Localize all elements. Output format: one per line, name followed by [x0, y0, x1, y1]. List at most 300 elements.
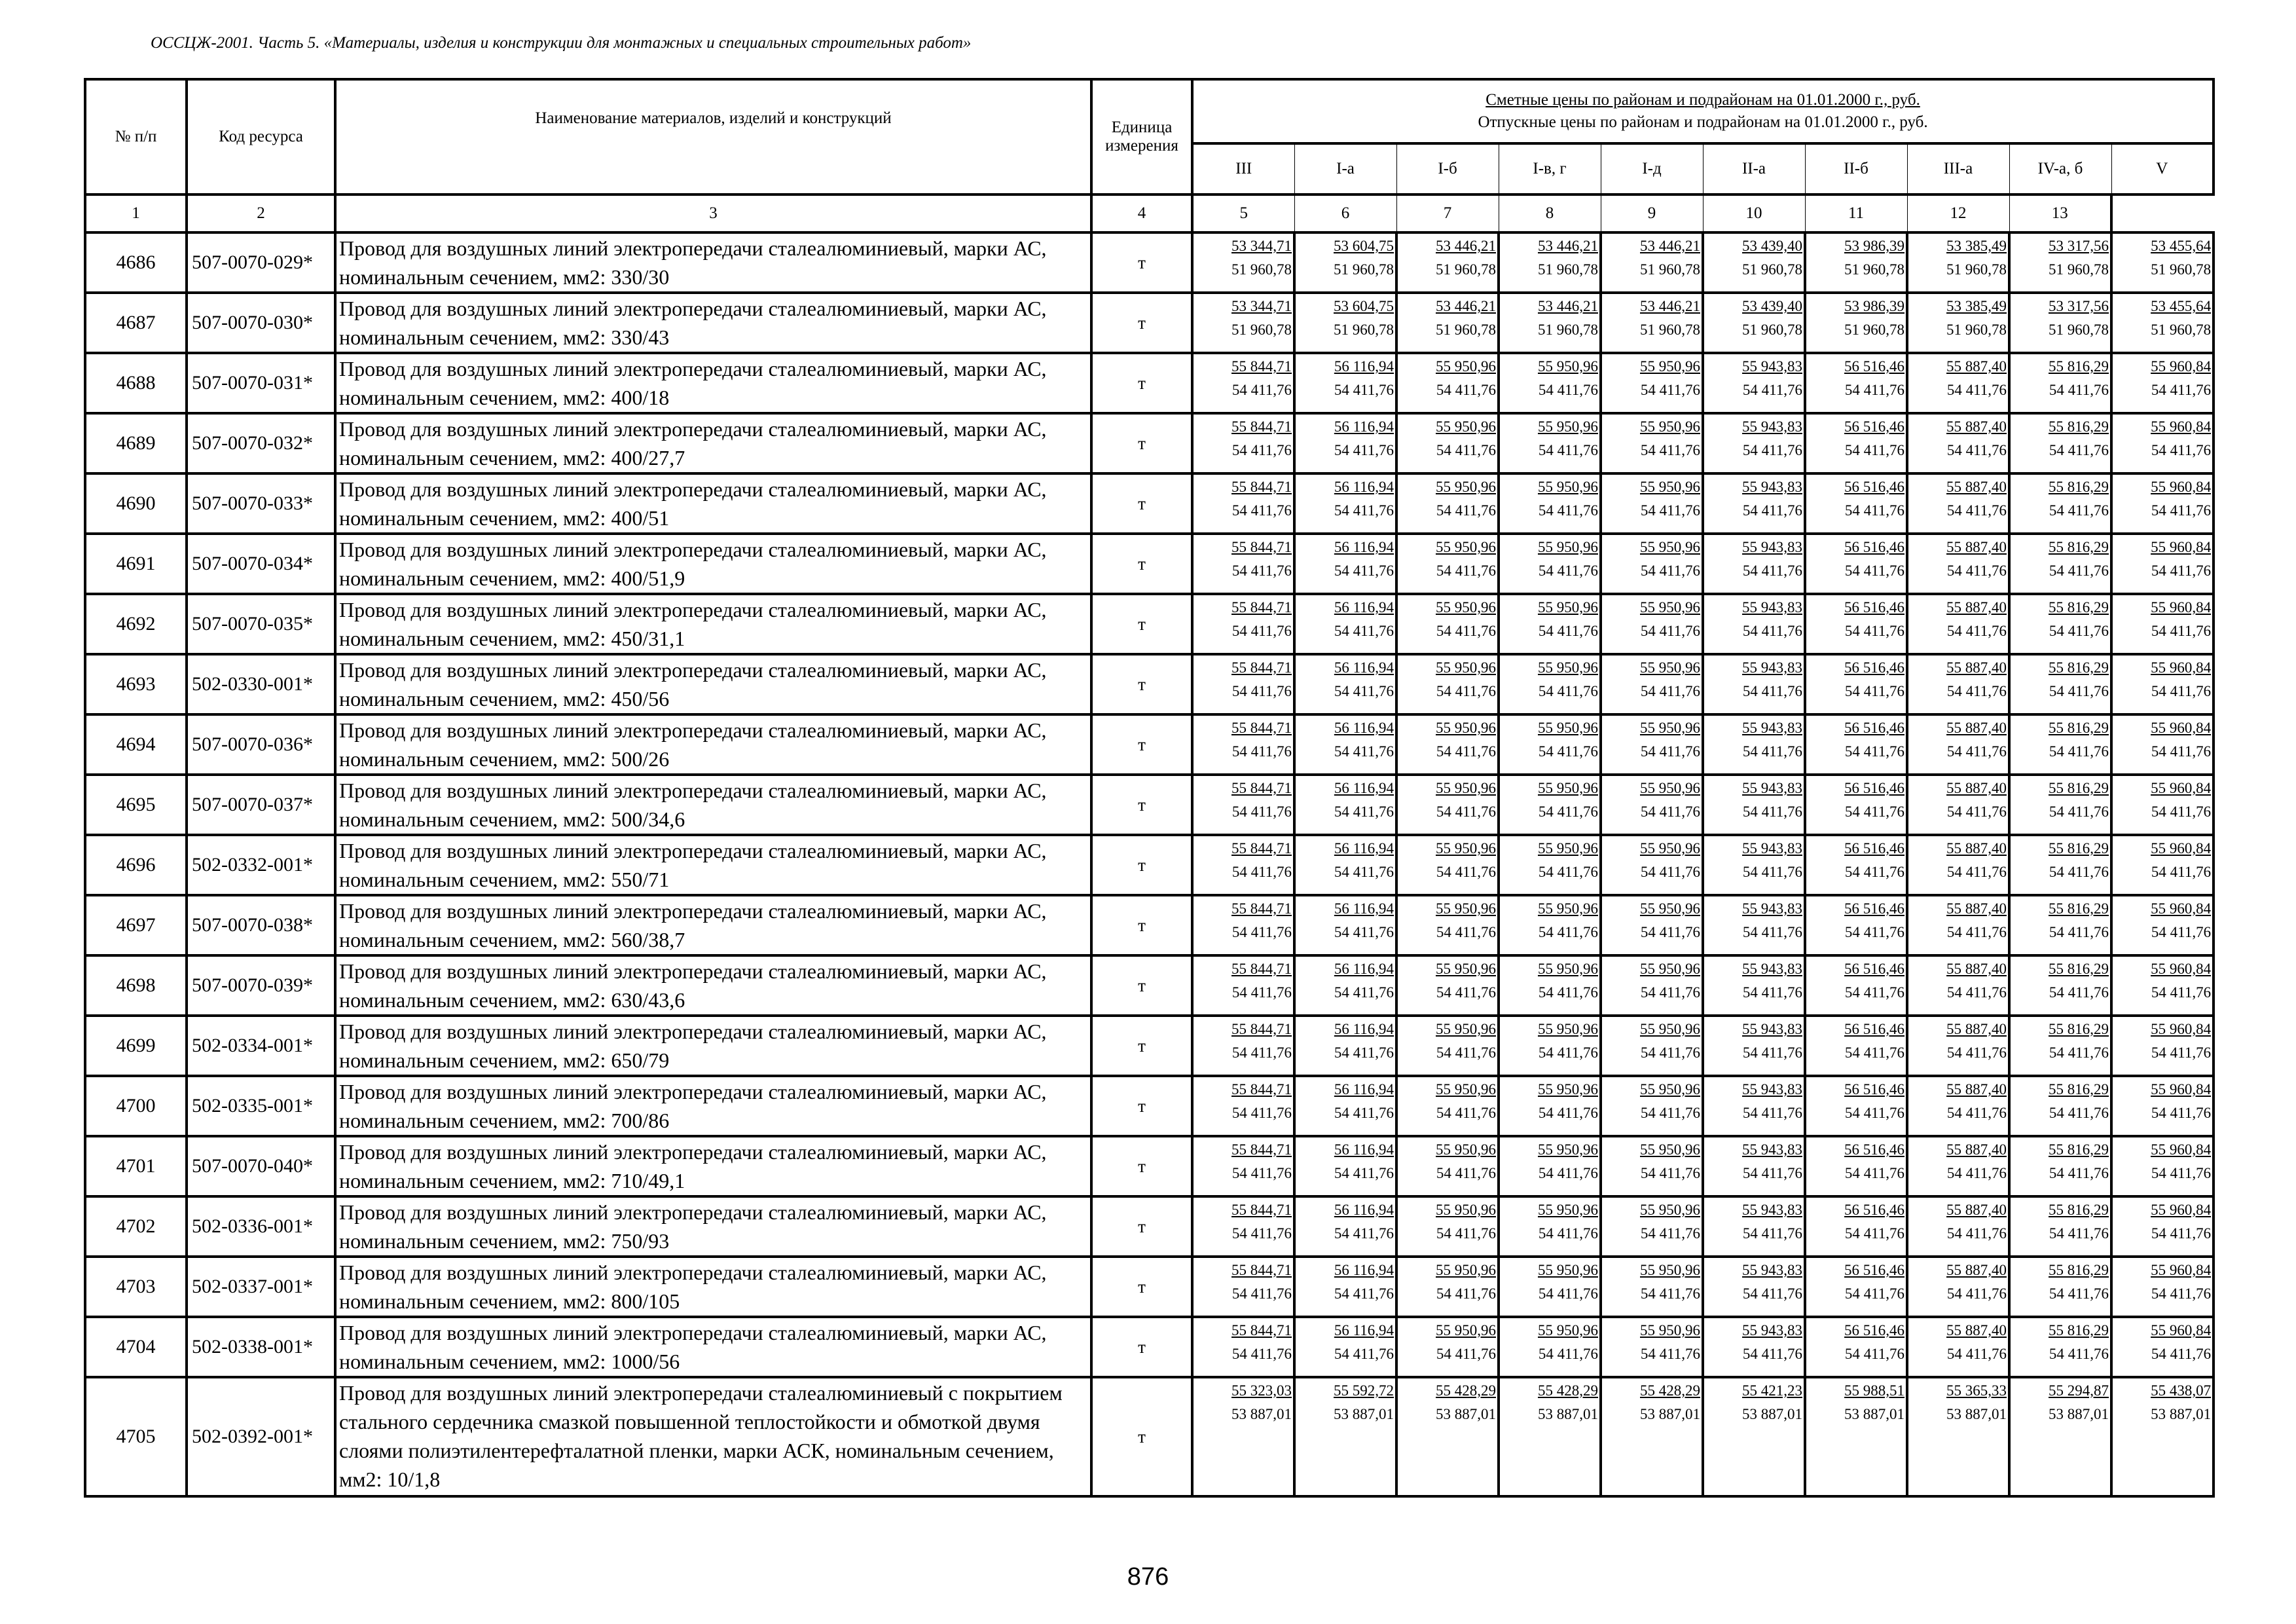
estimate-price: 55 960,84: [2151, 961, 2212, 977]
unit: т: [1091, 1257, 1192, 1317]
price-cell: [1601, 413, 1703, 473]
estimate-price: 55 943,83: [1742, 358, 1802, 375]
material-name: Провод для воздушных линий электропередачи сталеалюминиевый, марки АС, номинальным сечением, мм2: 650/79: [335, 1016, 1091, 1076]
estimate-price: 55 950,96: [1640, 1081, 1700, 1098]
estimate-price: 55 950,96: [1538, 659, 1598, 676]
estimate-price: 55 960,84: [2151, 479, 2212, 495]
release-price: 51 960,78: [1436, 261, 1496, 278]
release-price: 54 411,76: [1334, 1044, 1394, 1061]
release-price: 54 411,76: [1946, 502, 2007, 519]
price-cell: [1499, 654, 1601, 714]
estimate-price: 55 887,40: [1946, 418, 2007, 435]
price-cell: [1192, 1016, 1294, 1076]
price-cell: [1192, 654, 1294, 714]
price-cell: [1499, 1377, 1601, 1496]
price-cell: [1805, 1257, 1907, 1317]
resource-code: 507-0070-035*: [187, 594, 335, 654]
estimate-price: 56 116,94: [1334, 539, 1394, 555]
estimate-price: 55 943,83: [1742, 479, 1802, 495]
estimate-price: 55 887,40: [1946, 840, 2007, 857]
release-price: 54 411,76: [1640, 803, 1700, 820]
release-price: 53 887,01: [1436, 1406, 1496, 1422]
estimate-price: 55 950,96: [1640, 1202, 1700, 1218]
table-row: [85, 654, 2214, 714]
price-cell: [1907, 1076, 2009, 1136]
table-row: [85, 594, 2214, 654]
resource-code: 507-0070-031*: [187, 353, 335, 413]
estimate-price: 55 887,40: [1946, 720, 2007, 736]
release-price: 54 411,76: [1742, 924, 1802, 940]
price-cell: [1907, 1016, 2009, 1076]
release-price: 54 411,76: [2151, 803, 2212, 820]
estimate-price: 53 455,64: [2151, 298, 2212, 314]
price-cell: [1907, 293, 2009, 353]
estimate-price: 55 950,96: [1538, 418, 1598, 435]
estimate-price: 56 516,46: [1844, 1021, 1904, 1037]
release-price: 51 960,78: [2151, 322, 2212, 338]
unit: т: [1091, 1016, 1192, 1076]
material-name: Провод для воздушных линий электропередачи сталеалюминиевый, марки АС, номинальным сечением, мм2: 800/105: [335, 1257, 1091, 1317]
estimate-price: 55 950,96: [1436, 720, 1496, 736]
price-cell: [1907, 413, 2009, 473]
estimate-price: 56 516,46: [1844, 720, 1904, 736]
price-cell: [1805, 835, 1907, 895]
estimate-price: 55 844,71: [1231, 1081, 1292, 1098]
estimate-price: 55 294,87: [2049, 1382, 2109, 1399]
price-cell: [1601, 353, 1703, 413]
material-name: Провод для воздушных линий электропередачи сталеалюминиевый, марки АС, номинальным сечением, мм2: 330/43: [335, 293, 1091, 353]
release-price: 54 411,76: [1844, 1105, 1904, 1121]
release-price: 54 411,76: [1231, 563, 1292, 579]
table-row: [85, 775, 2214, 835]
price-cell: [1805, 1196, 1907, 1257]
release-price: 54 411,76: [1640, 623, 1700, 639]
estimate-price: 55 844,71: [1231, 840, 1292, 857]
price-cell: [1907, 534, 2009, 594]
price-cell: [1805, 293, 1907, 353]
estimate-price: 55 960,84: [2151, 900, 2212, 917]
estimate-price: 55 950,96: [1538, 1202, 1598, 1218]
price-cell: [1703, 1377, 1805, 1496]
release-price: 54 411,76: [1538, 1105, 1598, 1121]
estimate-price: 56 516,46: [1844, 840, 1904, 857]
row-number: 4690: [85, 473, 187, 534]
release-price: 54 411,76: [1742, 623, 1802, 639]
table-row: [85, 1016, 2214, 1076]
release-price: 54 411,76: [1844, 984, 1904, 1001]
release-price: 54 411,76: [1742, 1044, 1802, 1061]
price-cell: [1805, 473, 1907, 534]
estimate-price: 55 950,96: [1538, 539, 1598, 555]
price-cell: [1907, 473, 2009, 534]
release-price: 54 411,76: [1844, 803, 1904, 820]
release-price: 54 411,76: [1538, 743, 1598, 760]
price-cell: [1907, 353, 2009, 413]
estimate-price: 53 986,39: [1844, 298, 1904, 314]
estimate-price: 55 844,71: [1231, 358, 1292, 375]
release-price: 54 411,76: [1844, 623, 1904, 639]
release-price: 54 411,76: [1742, 864, 1802, 880]
material-name: Провод для воздушных линий электропередачи сталеалюминиевый, марки АС, номинальным сечением, мм2: 450/56: [335, 654, 1091, 714]
price-cell: [1499, 1196, 1601, 1257]
resource-code: 507-0070-033*: [187, 473, 335, 534]
release-price: 51 960,78: [1844, 261, 1904, 278]
price-cell: [1192, 835, 1294, 895]
price-cell: [2111, 1377, 2214, 1496]
header-region: III-а: [1907, 143, 2009, 194]
unit: т: [1091, 955, 1192, 1016]
release-price: 54 411,76: [1231, 502, 1292, 519]
estimate-price: 56 116,94: [1334, 659, 1394, 676]
release-price: 54 411,76: [1742, 1346, 1802, 1362]
estimate-price: 55 950,96: [1538, 1081, 1598, 1098]
unit: т: [1091, 293, 1192, 353]
estimate-price: 56 516,46: [1844, 1081, 1904, 1098]
price-cell: [1805, 714, 1907, 775]
price-cell: [1601, 1377, 1703, 1496]
estimate-price: 55 943,83: [1742, 1202, 1802, 1218]
header-region: IV-а, б: [2009, 143, 2111, 194]
price-cell: [1396, 1076, 1499, 1136]
price-cell: [2009, 1136, 2111, 1196]
release-price: 54 411,76: [1538, 924, 1598, 940]
estimate-price: 55 844,71: [1231, 418, 1292, 435]
table-row: [85, 1257, 2214, 1317]
unit: т: [1091, 835, 1192, 895]
estimate-price: 55 844,71: [1231, 479, 1292, 495]
release-price: 54 411,76: [1538, 1285, 1598, 1302]
material-name: Провод для воздушных линий электропередачи сталеалюминиевый, марки АС, номинальным сечением, мм2: 400/51,9: [335, 534, 1091, 594]
price-cell: [1703, 1076, 1805, 1136]
price-cell: [1907, 895, 2009, 955]
estimate-price: 55 950,96: [1640, 1262, 1700, 1278]
price-cell: [1499, 1317, 1601, 1377]
header-region: II-б: [1805, 143, 1907, 194]
estimate-price: 55 950,96: [1436, 539, 1496, 555]
estimate-price: 55 960,84: [2151, 1081, 2212, 1098]
release-price: 54 411,76: [1436, 1105, 1496, 1121]
estimate-price: 55 816,29: [2049, 961, 2109, 977]
estimate-price: 55 950,96: [1640, 1141, 1700, 1158]
price-cell: [1805, 413, 1907, 473]
table-row: [85, 534, 2214, 594]
table-row: [85, 1377, 2214, 1496]
estimate-price: 55 950,96: [1538, 780, 1598, 796]
price-cell: [1499, 714, 1601, 775]
price-cell: [1396, 293, 1499, 353]
price-cell: [1601, 594, 1703, 654]
release-price: 54 411,76: [1436, 803, 1496, 820]
estimate-price: 55 950,96: [1538, 599, 1598, 616]
release-price: 54 411,76: [2049, 1165, 2109, 1181]
price-cell: [1499, 293, 1601, 353]
row-number: 4691: [85, 534, 187, 594]
header-name: Наименование материалов, изделий и конструкций: [335, 79, 1091, 194]
release-price: 54 411,76: [1946, 683, 2007, 699]
release-price: 54 411,76: [1436, 1346, 1496, 1362]
price-cell: [1294, 895, 1396, 955]
header-column-number: 13: [2009, 194, 2111, 232]
price-cell: [1703, 1257, 1805, 1317]
estimate-price: 56 516,46: [1844, 780, 1904, 796]
price-cell: [1703, 353, 1805, 413]
estimate-price: 56 516,46: [1844, 539, 1904, 555]
price-cell: [1907, 714, 2009, 775]
unit: т: [1091, 1377, 1192, 1496]
price-cell: [1294, 1377, 1396, 1496]
release-price: 54 411,76: [1844, 1165, 1904, 1181]
resource-code: 507-0070-038*: [187, 895, 335, 955]
release-price: 54 411,76: [1844, 1285, 1904, 1302]
price-cell: [1703, 473, 1805, 534]
estimate-price: 55 438,07: [2151, 1382, 2212, 1399]
price-cell: [1192, 232, 1294, 293]
table-row: [85, 1136, 2214, 1196]
material-name: Провод для воздушных линий электропередачи сталеалюминиевый, марки АС, номинальным сечением, мм2: 560/38,7: [335, 895, 1091, 955]
table-row: [85, 1196, 2214, 1257]
release-price: 54 411,76: [1742, 382, 1802, 398]
estimate-price: 55 887,40: [1946, 1322, 2007, 1338]
release-price: 54 411,76: [2151, 1105, 2212, 1121]
price-cell: [1396, 654, 1499, 714]
price-cell: [1907, 594, 2009, 654]
resource-code: 507-0070-037*: [187, 775, 335, 835]
price-cell: [2009, 413, 2111, 473]
price-cell: [1192, 1377, 1294, 1496]
price-cell: [1294, 1257, 1396, 1317]
estimate-price: 55 950,96: [1640, 900, 1700, 917]
estimate-price: 53 446,21: [1640, 298, 1700, 314]
row-number: 4689: [85, 413, 187, 473]
price-cell: [1499, 232, 1601, 293]
material-name: Провод для воздушных линий электропередачи сталеалюминиевый, марки АС, номинальным сечением, мм2: 400/27,7: [335, 413, 1091, 473]
estimate-price: 55 950,96: [1436, 900, 1496, 917]
release-price: 54 411,76: [1844, 1044, 1904, 1061]
release-price: 54 411,76: [1742, 984, 1802, 1001]
release-price: 54 411,76: [1436, 502, 1496, 519]
estimate-price: 56 516,46: [1844, 900, 1904, 917]
estimate-price: 55 943,83: [1742, 1322, 1802, 1338]
resource-code: 502-0336-001*: [187, 1196, 335, 1257]
estimate-price: 55 960,84: [2151, 539, 2212, 555]
price-cell: [1192, 1076, 1294, 1136]
price-cell: [1601, 714, 1703, 775]
price-cell: [2111, 473, 2214, 534]
estimate-price: 55 950,96: [1538, 1021, 1598, 1037]
estimate-price: 55 887,40: [1946, 1021, 2007, 1037]
estimate-price: 53 385,49: [1946, 238, 2007, 254]
estimate-price: 55 943,83: [1742, 539, 1802, 555]
price-cell: [1294, 714, 1396, 775]
unit: т: [1091, 1136, 1192, 1196]
release-price: 54 411,76: [1334, 1165, 1394, 1181]
row-number: 4699: [85, 1016, 187, 1076]
estimate-price: 55 887,40: [1946, 539, 2007, 555]
release-price: 54 411,76: [1231, 803, 1292, 820]
material-name: Провод для воздушных линий электропередачи сталеалюминиевый, марки АС, номинальным сечением, мм2: 630/43,6: [335, 955, 1091, 1016]
release-price: 54 411,76: [1436, 743, 1496, 760]
price-cell: [1499, 413, 1601, 473]
header-column-number: 12: [1907, 194, 2009, 232]
price-cell: [1703, 714, 1805, 775]
release-price: 54 411,76: [1334, 1285, 1394, 1302]
release-price: 54 411,76: [1334, 1225, 1394, 1242]
estimate-price: 55 960,84: [2151, 1202, 2212, 1218]
price-cell: [2009, 895, 2111, 955]
release-price: 54 411,76: [1844, 1346, 1904, 1362]
price-cell: [2111, 1317, 2214, 1377]
header-region: I-д: [1601, 143, 1703, 194]
price-cell: [1601, 1317, 1703, 1377]
estimate-price: 55 887,40: [1946, 1202, 2007, 1218]
estimate-price: 53 344,71: [1231, 238, 1292, 254]
price-cell: [1601, 775, 1703, 835]
price-cell: [1192, 1257, 1294, 1317]
estimate-price: 55 844,71: [1231, 659, 1292, 676]
estimate-price: 55 844,71: [1231, 900, 1292, 917]
release-price: 54 411,76: [1436, 1225, 1496, 1242]
estimate-price: 55 844,71: [1231, 1021, 1292, 1037]
material-name: Провод для воздушных линий электропередачи сталеалюминиевый с покрытием стального сердечника смазкой повышенной теплостойкости и обмоткой двумя слоями полиэтилентерефталатной пленки, марки АСК, номинальным сечением, мм2: 10/1,8: [335, 1377, 1091, 1496]
estimate-price: 55 950,96: [1436, 780, 1496, 796]
release-price: 54 411,76: [1946, 864, 2007, 880]
price-cell: [1192, 413, 1294, 473]
price-cell: [1703, 293, 1805, 353]
release-price: 54 411,76: [1538, 1225, 1598, 1242]
estimate-price: 55 887,40: [1946, 1081, 2007, 1098]
row-number: 4698: [85, 955, 187, 1016]
estimate-price: 55 950,96: [1640, 539, 1700, 555]
price-cell: [2009, 654, 2111, 714]
release-price: 54 411,76: [1538, 442, 1598, 458]
price-cell: [1703, 775, 1805, 835]
price-cell: [2111, 1196, 2214, 1257]
price-cell: [1601, 473, 1703, 534]
price-cell: [1192, 534, 1294, 594]
release-price: 54 411,76: [2049, 563, 2109, 579]
release-price: 54 411,76: [1946, 1225, 2007, 1242]
unit: т: [1091, 232, 1192, 293]
price-cell: [1294, 594, 1396, 654]
release-price: 54 411,76: [2151, 502, 2212, 519]
release-price: 54 411,76: [1742, 563, 1802, 579]
price-cell: [1396, 473, 1499, 534]
price-cell: [1907, 955, 2009, 1016]
release-price: 54 411,76: [1640, 1105, 1700, 1121]
estimate-price: 53 439,40: [1742, 298, 1802, 314]
estimate-price: 56 116,94: [1334, 840, 1394, 857]
estimate-price: 55 816,29: [2049, 418, 2109, 435]
price-cell: [1396, 534, 1499, 594]
release-price: 54 411,76: [1538, 984, 1598, 1001]
estimate-price: 55 943,83: [1742, 900, 1802, 917]
release-price: 51 960,78: [2049, 322, 2109, 338]
price-cell: [1805, 654, 1907, 714]
header-column-number: 5: [1192, 194, 1294, 232]
price-cell: [2111, 1136, 2214, 1196]
estimate-price: 55 943,83: [1742, 1141, 1802, 1158]
price-cell: [1703, 534, 1805, 594]
release-price: 54 411,76: [1231, 864, 1292, 880]
release-price: 54 411,76: [1538, 1346, 1598, 1362]
price-cell: [1907, 1257, 2009, 1317]
estimate-price: 55 943,83: [1742, 840, 1802, 857]
release-price: 54 411,76: [1436, 623, 1496, 639]
price-cell: [2009, 293, 2111, 353]
header-region: III: [1192, 143, 1294, 194]
release-price: 51 960,78: [2151, 261, 2212, 278]
estimate-price: 55 950,96: [1436, 358, 1496, 375]
header-region: I-а: [1294, 143, 1396, 194]
estimate-price: 55 887,40: [1946, 1262, 2007, 1278]
estimate-price: 55 887,40: [1946, 1141, 2007, 1158]
price-cell: [1396, 714, 1499, 775]
estimate-price: 53 986,39: [1844, 238, 1904, 254]
price-cell: [2009, 473, 2111, 534]
price-cell: [2009, 835, 2111, 895]
release-price: 54 411,76: [2049, 743, 2109, 760]
estimate-price: 55 950,96: [1640, 599, 1700, 616]
estimate-price: 55 816,29: [2049, 840, 2109, 857]
estimate-price: 56 516,46: [1844, 1202, 1904, 1218]
release-price: 54 411,76: [1946, 924, 2007, 940]
release-price: 53 887,01: [1742, 1406, 1802, 1422]
price-cell: [2111, 835, 2214, 895]
release-price: 51 960,78: [1231, 261, 1292, 278]
header-column-number: 3: [335, 194, 1091, 232]
price-cell: [1396, 1136, 1499, 1196]
estimate-price: 55 365,33: [1946, 1382, 2007, 1399]
price-cell: [1601, 955, 1703, 1016]
estimate-price: 55 943,83: [1742, 1081, 1802, 1098]
price-cell: [2009, 955, 2111, 1016]
price-cell: [1805, 594, 1907, 654]
price-cell: [1396, 1317, 1499, 1377]
estimate-price: 55 960,84: [2151, 599, 2212, 616]
estimate-price: 55 816,29: [2049, 1262, 2109, 1278]
release-price: 51 960,78: [1742, 322, 1802, 338]
price-cell: [1703, 1016, 1805, 1076]
unit: т: [1091, 895, 1192, 955]
estimate-price: 55 887,40: [1946, 479, 2007, 495]
release-price: 54 411,76: [2151, 382, 2212, 398]
release-price: 54 411,76: [1946, 984, 2007, 1001]
estimate-price: 53 604,75: [1334, 298, 1394, 314]
row-number: 4694: [85, 714, 187, 775]
release-price: 54 411,76: [1436, 984, 1496, 1001]
unit: т: [1091, 534, 1192, 594]
estimate-price: 55 950,96: [1640, 1322, 1700, 1338]
release-price: 54 411,76: [1538, 1165, 1598, 1181]
price-cell: [2009, 1076, 2111, 1136]
price-cell: [1396, 895, 1499, 955]
material-name: Провод для воздушных линий электропередачи сталеалюминиевый, марки АС, номинальным сечением, мм2: 400/51: [335, 473, 1091, 534]
material-name: Провод для воздушных линий электропередачи сталеалюминиевый, марки АС, номинальным сечением, мм2: 1000/56: [335, 1317, 1091, 1377]
price-cell: [2009, 714, 2111, 775]
estimate-price: 55 950,96: [1640, 659, 1700, 676]
estimate-price: 56 116,94: [1334, 599, 1394, 616]
price-cell: [2111, 413, 2214, 473]
resource-code: 502-0330-001*: [187, 654, 335, 714]
price-cell: [1601, 835, 1703, 895]
release-price: 53 887,01: [1844, 1406, 1904, 1422]
price-cell: [1703, 1136, 1805, 1196]
estimate-price: 56 116,94: [1334, 479, 1394, 495]
header-column-number: 1: [85, 194, 187, 232]
estimate-price: 55 943,83: [1742, 418, 1802, 435]
estimate-price: 56 116,94: [1334, 780, 1394, 796]
estimate-price: 55 960,84: [2151, 358, 2212, 375]
